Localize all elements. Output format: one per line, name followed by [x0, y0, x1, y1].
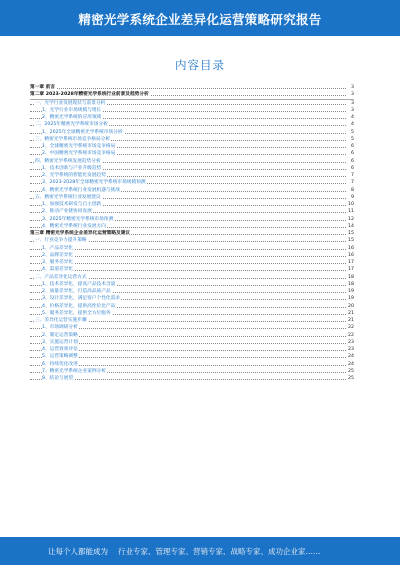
toc-entry[interactable] — [30, 259, 354, 266]
toc-entry-label: 2、中国精密光学系统市场竞争格局 — [42, 151, 116, 157]
toc-entry-page: 6 — [347, 158, 354, 165]
toc-entry-label: 五、精密光学系统行业发展建议 — [35, 194, 101, 200]
toc-entry[interactable] — [30, 208, 354, 215]
toc-entry-label: 3、服务差异化 — [42, 260, 74, 265]
toc-dot-leader — [30, 88, 346, 89]
toc-dot-leader — [30, 379, 346, 380]
toc-entry[interactable] — [30, 245, 354, 252]
toc-entry[interactable] — [30, 216, 354, 223]
toc-entry-page: 10 — [348, 202, 354, 207]
toc-entry-page: 3 — [347, 100, 354, 107]
toc-entry-page: 15 — [348, 231, 354, 236]
toc-entry-page: 20 — [348, 303, 354, 309]
toc-entry-label: 2、光学系统的智能化发展趋势 — [42, 173, 106, 178]
toc-entry-page: 5 — [347, 129, 354, 136]
toc-entry-label: 3、2023-2028年全球精密光学系统市场规模预测 — [42, 180, 146, 186]
toc-entry-page: 14 — [348, 223, 354, 229]
toc-entry-label: 5、服务差异化，提供全方位服务 — [42, 310, 111, 316]
toc-entry[interactable] — [30, 201, 354, 208]
toc-entry[interactable] — [30, 84, 354, 91]
toc-entry-page: 22 — [348, 332, 354, 338]
toc-entry-label: 7、精密光学系统企业案例分析 — [42, 368, 106, 374]
toc-entry-label: 1、全球精密光学系统市场竞争格局 — [42, 144, 116, 149]
toc-entry[interactable] — [30, 252, 354, 259]
footer-slogan: 行业专家、管理专家、营销专家、战略专家、成功企业家…… — [118, 547, 321, 556]
toc-entry-page: 24 — [348, 361, 354, 367]
toc-entry[interactable] — [30, 339, 354, 346]
toc-entry-page: 9 — [347, 194, 354, 201]
toc-entry-page: 11 — [348, 209, 354, 215]
toc-entry-label: 第二章 2023-2028年精密光学系统行业前景及趋势分析 — [30, 92, 149, 98]
toc-entry-label: 3、2025年精密光学系统市场预测 — [42, 216, 114, 222]
toc-entry-label: 1、产品差异化 — [42, 245, 74, 251]
toc-entry-page: 16 — [348, 252, 354, 258]
toc-entry-page: 5 — [347, 136, 354, 143]
toc-entry[interactable] — [30, 121, 354, 128]
toc-entry[interactable] — [30, 150, 354, 157]
toc-entry-label: 三、差异化运营实施步骤 — [35, 318, 87, 323]
toc-entry[interactable] — [30, 129, 354, 136]
toc-entry[interactable] — [30, 281, 354, 288]
toc-entry-page: 3 — [347, 84, 354, 91]
toc-entry[interactable] — [30, 100, 354, 107]
toc-entry-label: 1、2025年全球精密光学系统市场分析 — [42, 129, 123, 135]
toc-entry-page: 23 — [348, 347, 354, 352]
toc-entry-label: 三、精密光学系统市场竞争格局分析 — [35, 136, 111, 142]
toc-entry-page: 8 — [347, 187, 354, 194]
toc-entry[interactable] — [30, 303, 354, 310]
toc-entry[interactable] — [30, 324, 354, 331]
toc-entry-label: 4、价格差异化，提供高性价比产品 — [42, 303, 116, 309]
toc-entry-page: 25 — [348, 368, 354, 374]
toc-entry[interactable] — [30, 107, 354, 114]
toc-entry[interactable] — [30, 237, 354, 244]
toc-entry[interactable] — [30, 353, 354, 360]
footer-tagline: 让每个人都能成为 — [48, 547, 108, 556]
report-title: 精密光学系统企业差异化运营策略研究报告 — [78, 12, 322, 27]
toc-entry-page: 12 — [348, 216, 354, 222]
toc-entry-page: 7 — [347, 172, 354, 179]
toc-entry-label: 4、精密光学系统行业发展机遇与挑战 — [42, 187, 120, 193]
toc-entry-page: 18 — [348, 281, 354, 287]
toc-entry[interactable] — [30, 194, 354, 201]
toc-entry[interactable] — [30, 361, 354, 368]
toc-entry-label: 4、精密光学系统行业发展方向 — [42, 223, 106, 229]
toc-heading: 内容目录 — [175, 58, 225, 72]
toc-entry-label: 5、运营策略调整 — [42, 354, 78, 360]
toc-entry[interactable] — [30, 114, 354, 121]
toc-entry-page: 18 — [348, 274, 354, 280]
toc-entry[interactable] — [30, 288, 354, 295]
toc-entry-page: 19 — [348, 289, 354, 294]
toc-entry[interactable] — [30, 230, 354, 237]
toc-entry-label: 2、质量差异化，打造高品质产品 — [42, 289, 111, 294]
toc-entry-page: 21 — [348, 318, 354, 323]
toc-entry-label: 1、光学行业市场规模与增长 — [42, 107, 102, 113]
table-of-contents — [30, 84, 354, 382]
toc-entry-page: 17 — [348, 267, 354, 273]
toc-entry-page: 3 — [347, 107, 354, 114]
toc-entry-label: 第三章 精密光学系统企业差异化运营策略及建议 — [30, 231, 131, 236]
toc-entry-label: 二、2025年精密光学系统市场分析 — [35, 122, 108, 128]
toc-entry[interactable] — [30, 274, 354, 281]
toc-entry-label: 3、设计差异化，满足客户个性化需求 — [42, 296, 120, 302]
toc-entry[interactable] — [30, 136, 354, 143]
toc-entry-label: 4、渠道差异化 — [42, 267, 74, 273]
toc-entry[interactable] — [30, 143, 354, 150]
toc-entry-label: 1、技术差异化，提高产品技术含量 — [42, 281, 116, 287]
toc-entry[interactable] — [30, 332, 354, 339]
toc-dot-leader — [30, 256, 346, 257]
toc-entry-page: 6 — [347, 165, 354, 172]
toc-entry[interactable] — [30, 172, 354, 179]
toc-entry-label: 四、精密光学系统发展趋势分析 — [35, 158, 101, 164]
toc-entry[interactable] — [30, 91, 354, 98]
toc-entry-label: 一、行业竞争力提升策略 — [35, 238, 87, 244]
toc-entry[interactable] — [30, 223, 354, 230]
toc-dot-leader — [30, 270, 346, 271]
toc-entry[interactable] — [30, 179, 354, 186]
toc-entry-label: 4、运营效果评估 — [42, 347, 78, 352]
toc-entry[interactable] — [30, 165, 354, 172]
toc-entry-page: 22 — [348, 325, 354, 331]
toc-entry-label: 3、实施运营计划 — [42, 339, 78, 345]
toc-entry-page: 6 — [347, 150, 354, 157]
toc-entry-label: 1、加强技术研发与自主创新 — [42, 202, 102, 207]
toc-entry-page: 24 — [348, 354, 354, 360]
toc-entry-label: 一、光学行业发展现状与前景分析 — [35, 100, 106, 106]
toc-entry-page: 16 — [348, 245, 354, 251]
report-header-bar — [0, 0, 400, 36]
footer-bar — [0, 537, 400, 565]
toc-entry-label: 1、技术创新与产业升级趋势 — [42, 165, 102, 171]
toc-entry-label: 6、持续优化改进 — [42, 361, 78, 367]
toc-entry-label: 2、推动产业链协同发展 — [42, 209, 92, 215]
toc-entry-page: 21 — [348, 310, 354, 316]
toc-entry[interactable] — [30, 317, 354, 324]
toc-entry-label: 8、结论与展望 — [42, 376, 74, 381]
toc-entry[interactable] — [30, 295, 354, 302]
toc-entry-page: 3 — [347, 91, 354, 98]
toc-entry[interactable] — [30, 368, 354, 375]
toc-entry-label: 二、产品差异化运营方式 — [35, 274, 87, 280]
toc-entry[interactable] — [30, 158, 354, 165]
toc-entry-page: 4 — [347, 114, 354, 121]
toc-entry-page: 15 — [348, 238, 354, 244]
toc-dot-leader — [30, 263, 346, 264]
toc-entry-label: 2、精密光学系统的应用领域 — [42, 115, 102, 120]
toc-entry-label: 2、制定运营策略 — [42, 332, 78, 338]
toc-entry-page: 6 — [347, 143, 354, 150]
toc-entry[interactable] — [30, 375, 354, 382]
toc-entry-label: 第一章 前言 — [30, 85, 56, 90]
toc-entry-page: 17 — [348, 260, 354, 265]
toc-entry-page: 7 — [347, 179, 354, 186]
toc-entry-page: 4 — [347, 121, 354, 128]
toc-entry[interactable] — [30, 187, 354, 194]
toc-entry-label: 1、市场调研分析 — [42, 325, 78, 331]
toc-entry[interactable] — [30, 266, 354, 273]
toc-entry[interactable] — [30, 346, 354, 353]
toc-entry-page: 25 — [348, 376, 354, 381]
toc-entry-page: 23 — [348, 339, 354, 345]
toc-entry-page: 19 — [348, 296, 354, 302]
toc-entry[interactable] — [30, 310, 354, 317]
toc-dot-leader — [30, 249, 346, 250]
toc-entry-label: 2、品牌差异化 — [42, 252, 74, 258]
